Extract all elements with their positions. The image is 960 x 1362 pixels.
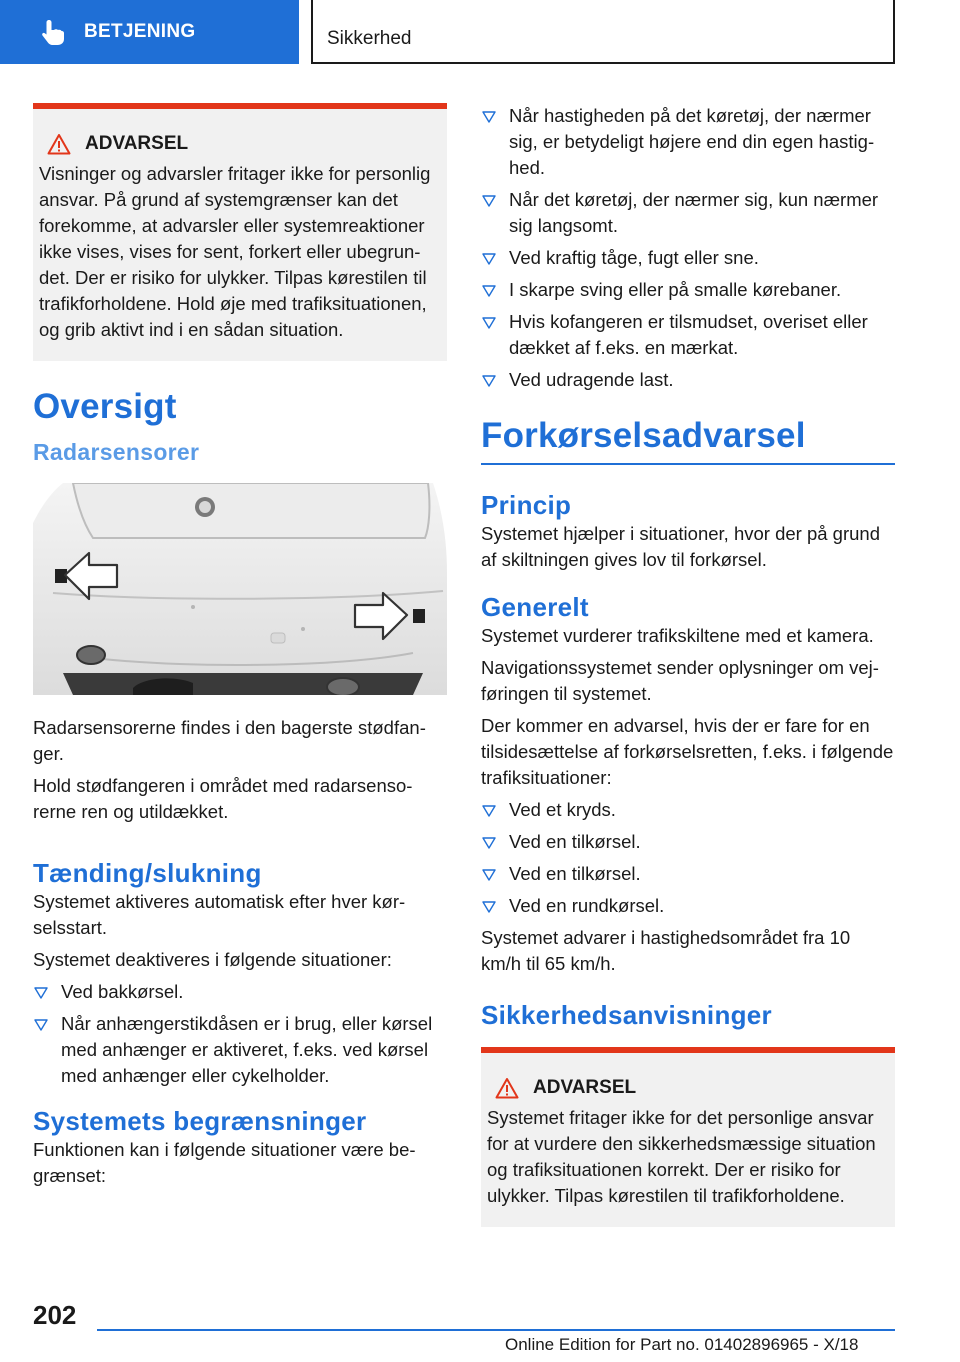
radar-heading: Radarsensorer [33, 439, 200, 465]
bullet-triangle-icon [34, 1019, 48, 1031]
chapter-title: Sikkerhed [327, 28, 412, 49]
principle-text: Systemet hjælper i situationer, hvor der på grund af skiltningen gives lov til forkørsel. [481, 523, 880, 570]
radar-paragraph-2: Hold stødfangeren i området med radarsensorerne ren og utildækket. [33, 775, 413, 822]
general-heading: Generelt [481, 592, 589, 622]
car-rear-image [33, 483, 447, 695]
list-item: I skarpe sving eller på smalle kørebaner. [481, 277, 895, 303]
bullet-triangle-icon [482, 195, 496, 207]
warning-box [33, 103, 447, 361]
list-item: Ved udragende last. [481, 367, 895, 393]
warning-header [39, 131, 439, 157]
hand-pointer-icon [38, 17, 68, 47]
main-heading: Forkørselsadvarsel [481, 416, 806, 455]
general-list [481, 797, 895, 919]
list-item: Ved en tilkørsel. [481, 861, 895, 887]
bullet-triangle-icon [482, 837, 496, 849]
bullet-triangle-icon [482, 901, 496, 913]
limits-list [481, 103, 895, 393]
limits-paragraph: Funktionen kan i følgende situationer være begrænset: [33, 1139, 416, 1186]
footer-divider [97, 1329, 895, 1331]
list-item: Ved et kryds. [481, 797, 895, 823]
main-heading-block [481, 415, 895, 465]
bullet-triangle-icon [34, 987, 48, 999]
onoff-list [33, 979, 447, 1089]
warning-label: ADVARSEL [533, 1077, 637, 1098]
warning-header [487, 1075, 887, 1101]
warning-triangle-icon [47, 133, 71, 155]
list-item: Ved kraftig tåge, fugt eller sne. [481, 245, 895, 271]
safety-heading: Sikkerhedsanvisninger [481, 1000, 772, 1030]
bullet-triangle-icon [482, 317, 496, 329]
overview-heading: Oversigt [33, 387, 177, 426]
list-item: Ved bakkørsel. [33, 979, 447, 1005]
limits-heading: Systemets begrænsninger [33, 1106, 367, 1136]
page-number: 202 [33, 1300, 77, 1330]
safety-heading-block [481, 999, 895, 1041]
onoff-paragraph-1: Systemet aktiveres automatisk efter hver kørselsstart. [33, 891, 406, 938]
bullet-triangle-icon [482, 285, 496, 297]
radar-paragraph-1: Radarsensorerne findes i den bagerste stødfanger. [33, 717, 426, 764]
list-item: Når det køretøj, der nærmer sig, kun nærmer sig langsomt. [481, 187, 895, 239]
list-item: Ved en rundkørsel. [481, 893, 895, 919]
rear-bumper-illustration [33, 483, 447, 695]
right-column [481, 103, 895, 1227]
warning-triangle-icon [495, 1077, 519, 1099]
bullet-triangle-icon [482, 805, 496, 817]
section-tab[interactable] [0, 0, 299, 64]
bullet-triangle-icon [482, 375, 496, 387]
edition-text: Online Edition for Part no. 01402896965 - X/18 [505, 1335, 859, 1354]
bullet-triangle-icon [482, 111, 496, 123]
bullet-triangle-icon [482, 253, 496, 265]
left-column [33, 103, 447, 1189]
general-paragraph-2: Navigationssystemet sender oplysninger om vejføringen til systemet. [481, 657, 879, 704]
speed-range-text: Systemet advarer i hastighedsområdet fra 10 km/h til 65 km/h. [481, 927, 851, 974]
general-paragraph-1: Systemet vurderer trafikskiltene med et kamera. [481, 625, 874, 646]
onoff-paragraph-2: Systemet deaktiveres i følgende situationer: [33, 949, 392, 970]
list-item: Ved en tilkørsel. [481, 829, 895, 855]
onoff-heading: Tænding/slukning [33, 858, 262, 888]
general-paragraph-3: Der kommer en advarsel, hvis der er fare for en tilsidesættelse af forkørselsretten, f.eks. i følgende trafiksituationer: [481, 715, 894, 788]
warning-box [481, 1047, 895, 1227]
list-item: Når hastigheden på det køretøj, der nærmer sig, er betydeligt højere end din egen hastighed. [481, 103, 895, 181]
warning-text: Visninger og advarsler fritager ikke for personlig ansvar. På grund af systemgrænser kan det forekomme, at advarsler eller systemreaktioner ikke vises, vises for sent, forkert eller ubegrundet. Der er risiko for ulykker. Tilpas kørestilen til trafikforholdene. Hold øje med trafiksituationen, og grib aktivt ind i en sådan situation. [39, 163, 431, 340]
list-item: Hvis kofangeren er tilsmudset, overiset eller dækket af f.eks. en mærkat. [481, 309, 895, 361]
warning-label: ADVARSEL [85, 133, 189, 154]
list-item: Når anhængerstikdåsen er i brug, eller kørsel med anhænger er aktiveret, f.eks. ved kørsel med anhænger eller cykelholder. [33, 1011, 447, 1089]
chapter-header [311, 0, 895, 64]
principle-heading: Princip [481, 490, 572, 520]
section-tab-label: BETJENING [84, 21, 196, 42]
warning-text: Systemet fritager ikke for det personlige ansvar for at vurdere den sikkerhedsmæssige situation og trafiksituationen korrekt. Der er risiko for ulykker. Tilpas kørestilen til trafikforholdene. [487, 1107, 876, 1206]
bullet-triangle-icon [482, 869, 496, 881]
